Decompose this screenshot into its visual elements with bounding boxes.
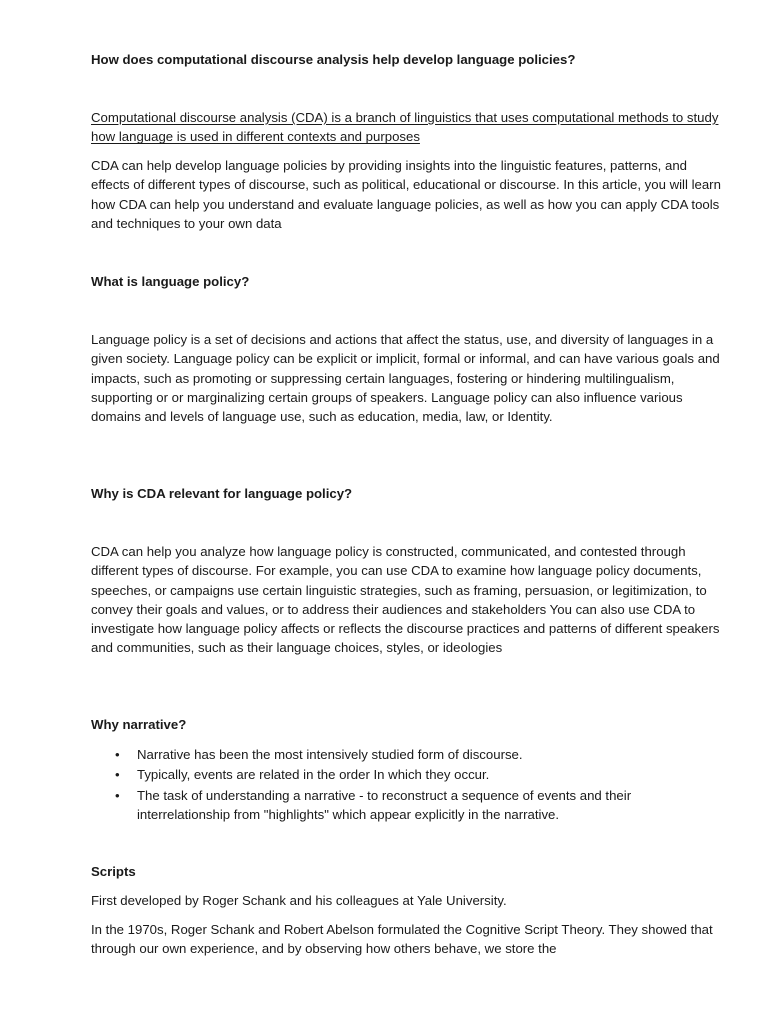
bullet-glyph: •: [115, 787, 120, 803]
bullet-text: Narrative has been the most intensively studied form of discourse.: [137, 747, 523, 762]
heading-why-narrative: Why narrative?: [91, 717, 187, 732]
heading-scripts: Scripts: [91, 864, 136, 879]
bullet-text: The task of understanding a narrative - to reconstruct a sequence of events and their interrelationship from "highlights" which appear explicitly in the narrative.: [137, 787, 632, 822]
intro-definition: Computational discourse analysis (CDA) is a branch of linguistics that uses computational methods to study how language is used in different contexts and purposes: [91, 110, 719, 145]
bullet-glyph: •: [115, 767, 120, 783]
list-item: [91, 786, 721, 825]
narrative-bullet-list: [91, 745, 721, 825]
heading-language-policy: What is language policy?: [91, 274, 250, 289]
paragraph-scripts-1: First developed by Roger Schank and his colleagues at Yale University.: [91, 893, 507, 908]
bullet-glyph: •: [115, 747, 120, 762]
list-item: [91, 765, 721, 784]
bullet-text: Typically, events are related in the order In which they occur.: [137, 767, 490, 783]
paragraph-language-policy: Language policy is a set of decisions and actions that affect the status, use, and diversity of languages in a given society. Language policy can be explicit or implicit, formal or informal, and can have various goals and impacts, such as promoting or suppressing certain languages, fostering or hindering multilingualism, supporting or or marginalizing certain groups of speakers. Language policy can also influence various domains and levels of language use, such as education, media, law, or Identity.: [91, 332, 720, 425]
document-title: How does computational discourse analysis help develop language policies?: [91, 52, 576, 67]
paragraph-cda-relevant: CDA can help you analyze how language policy is constructed, communicated, and contested through different types of discourse. For example, you can use CDA to examine how language policy documents, speeches, or campaigns use certain linguistic strategies, such as framing, persuasion, or legitimization, to convey their goals and values, or to address their audiences and stakeholders You can also use CDA to investigate how language policy affects or reflects the discourse practices and patterns of different speakers and communities, such as their language choices, styles, or ideologies: [91, 544, 720, 656]
intro-paragraph: CDA can help develop language policies by providing insights into the linguistic features, patterns, and effects of different types of discourse, such as political, educational or discourse. In this article, you will learn how CDA can help you understand and evaluate language policies, as well as how you can apply CDA tools and techniques to your own data: [91, 158, 721, 231]
paragraph-scripts-2: In the 1970s, Roger Schank and Robert Abelson formulated the Cognitive Script Theory. They showed that through our own experience, and by observing how others behave, we store the: [91, 922, 713, 957]
heading-cda-relevant: Why is CDA relevant for language policy?: [91, 486, 353, 501]
list-item: [91, 745, 721, 764]
